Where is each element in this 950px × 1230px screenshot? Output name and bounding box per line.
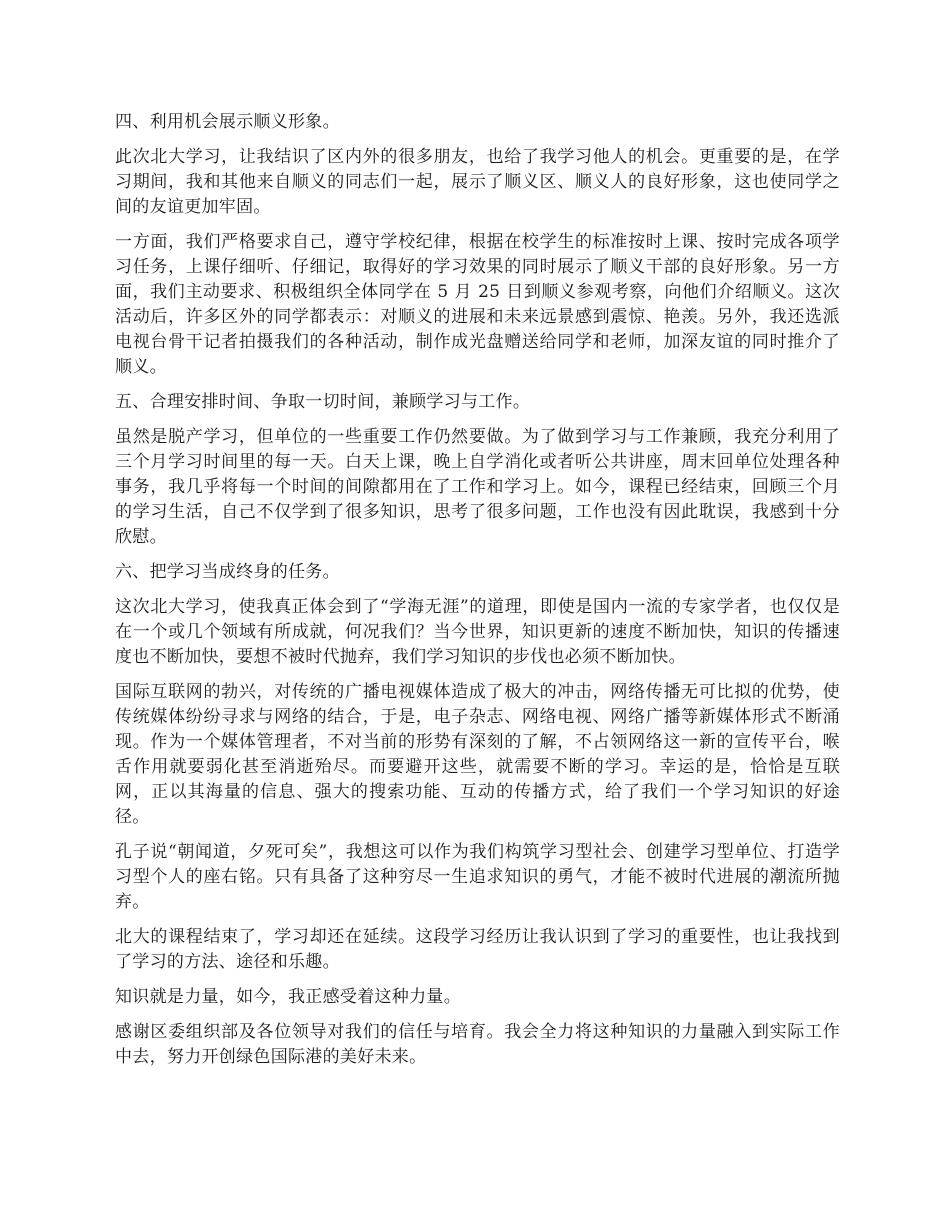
section-heading-six: 六、把学习当成终身的任务。 — [115, 562, 340, 582]
paragraph: 这次北大学习，使我真正体会到了“学海无涯”的道理，即使是国内一流的专家学者，也仅仅是在一个或几个领域有所成就，何况我们？当今世界，知识更新的速度不断加快，知识的传播速度也不断加快，要想不被时代抛弃，我们学习知识的步伐也必须不断加快。 — [115, 597, 840, 667]
paragraph: 知识就是力量，如今，我正感受着这种力量。 — [115, 987, 461, 1007]
paragraph: 一方面，我们严格要求自己，遵守学校纪律，根据在校学生的标准按时上课、按时完成各项学习任务，上课仔细听、仔细记，取得好的学习效果的同时展示了顺义干部的良好形象。另一方面，我们主动要求、积极组织全体同学在 5 月 25 日到顺义参观考察，向他们介绍顺义。这次活动后，许多区外的同学都表示：对顺义的进展和未来远景感到震惊、艳羡。另外，我还选派电视台骨干记者拍摄我们的各种活动，制作成光盘赠送给同学和老师，加深友谊的同时推介了顺义。 — [115, 232, 840, 377]
paragraph: 感谢区委组织部及各位领导对我们的信任与培育。我会全力将这种知识的力量融入到实际工作中去，努力开创绿色国际港的美好未来。 — [115, 1022, 840, 1067]
section-heading-four: 四、利用机会展示顺义形象。 — [115, 112, 340, 132]
paragraph: 此次北大学习，让我结识了区内外的很多朋友，也给了我学习他人的机会。更重要的是，在学习期间，我和其他来自顺义的同志们一起，展示了顺义区、顺义人的良好形象，这也使同学之间的友谊更加牢固。 — [115, 147, 840, 217]
section-heading-five: 五、合理安排时间、争取一切时间，兼顾学习与工作。 — [115, 392, 531, 412]
paragraph: 国际互联网的勃兴，对传统的广播电视媒体造成了极大的冲击，网络传播无可比拟的优势，使传统媒体纷纷寻求与网络的结合，于是，电子杂志、网络电视、网络广播等新媒体形式不断涌现。作为一个媒体管理者，不对当前的形势有深刻的了解，不占领网络这一新的宣传平台，喉舌作用就要弱化甚至消逝殆尽。而要避开这些，就需要不断的学习。幸运的是，恰恰是互联网，正以其海量的信息、强大的搜索功能、互动的传播方式，给了我们一个学习知识的好途径。 — [115, 682, 840, 827]
paragraph: 北大的课程结束了，学习却还在延续。这段学习经历让我认识到了学习的重要性，也让我找到了学习的方法、途径和乐趣。 — [115, 927, 840, 972]
paragraph: 孔子说“朝闻道，夕死可矣”，我想这可以作为我们构筑学习型社会、创建学习型单位、打造学习型个人的座右铭。只有具备了这种穷尽一生追求知识的勇气，才能不被时代进展的潮流所抛弃。 — [115, 842, 840, 912]
paragraph: 虽然是脱产学习，但单位的一些重要工作仍然要做。为了做到学习与工作兼顾，我充分利用了三个月学习时间里的每一天。白天上课，晚上自学消化或者听公共讲座，周末回单位处理各种事务，我几乎将每一个时间的间隙都用在了工作和学习上。如今，课程已经结束，回顾三个月的学习生活，自己不仅学到了很多知识，思考了很多问题，工作也没有因此耽误，我感到十分欣慰。 — [115, 427, 840, 547]
document-page — [115, 110, 840, 1080]
